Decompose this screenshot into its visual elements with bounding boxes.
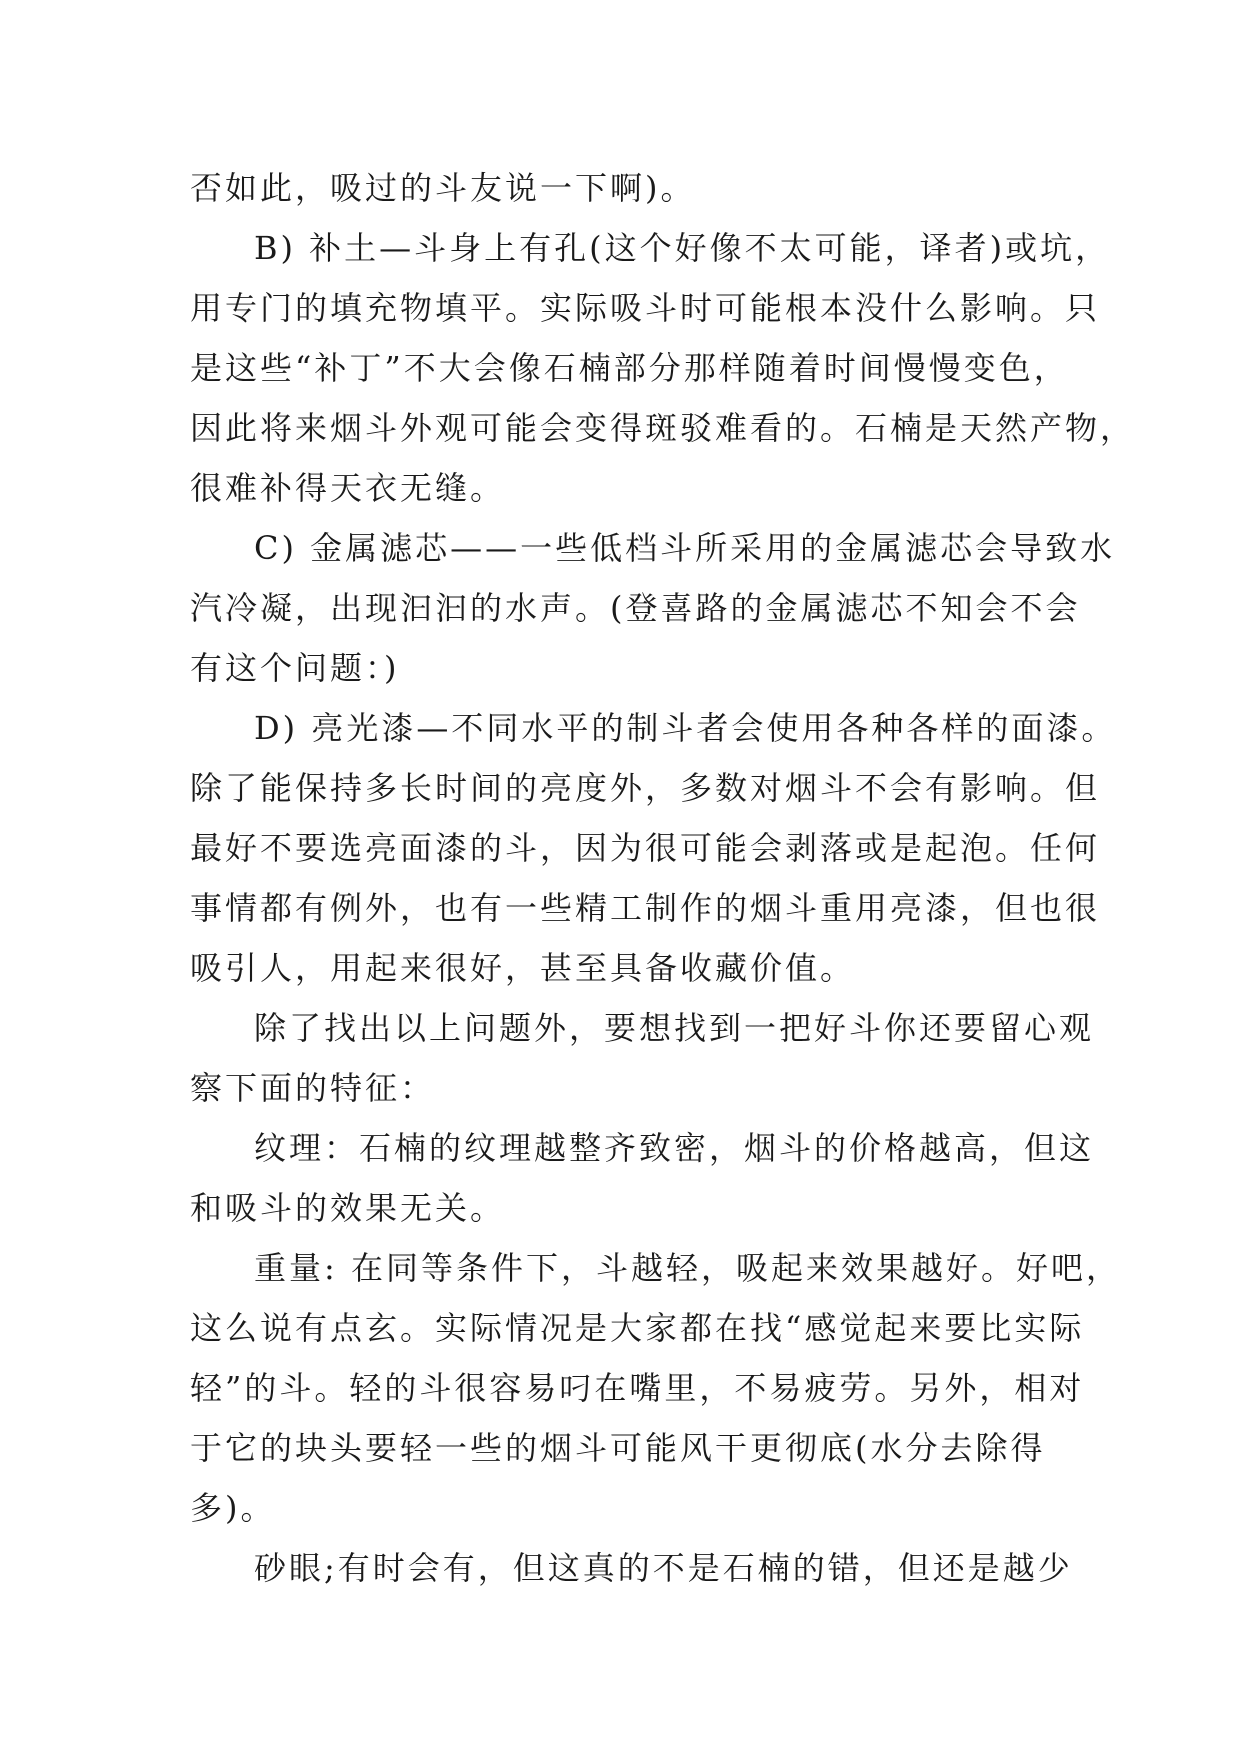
text-line: 和吸斗的效果无关。 [190, 1189, 506, 1227]
text-line: 汽冷凝，出现汩汩的水声。(登喜路的金属滤芯不知会不会 [190, 589, 1081, 627]
text-line: 用专门的填充物填平。实际吸斗时可能根本没什么影响。只 [190, 289, 1101, 327]
text-line: 有这个问题：) [190, 649, 400, 687]
text-line: 这么说有点玄。实际情况是大家都在找“感觉起来要比实际 [190, 1309, 1085, 1347]
text-line: 很难补得天衣无缝。 [190, 469, 506, 507]
body-text [190, 158, 1136, 1598]
text-line: D) 亮光漆—不同水平的制斗者会使用各种各样的面漆。 [254, 709, 1117, 747]
text-line: 最好不要选亮面漆的斗，因为很可能会剥落或是起泡。任何 [190, 829, 1101, 867]
text-line: 于它的块头要轻一些的烟斗可能风干更彻底(水分去除得 [190, 1429, 1046, 1467]
text-line: 否如此，吸过的斗友说一下啊)。 [190, 169, 696, 207]
text-line: 察下面的特征： [190, 1069, 436, 1107]
text-line: B) 补土—斗身上有孔(这个好像不太可能，译者)或坑， [254, 229, 1111, 267]
text-line: 因此将来烟斗外观可能会变得斑驳难看的。石楠是天然产物， [190, 409, 1136, 447]
text-line: 吸引人，用起来很好，甚至具备收藏价值。 [190, 949, 856, 987]
text-line: 砂眼;有时会有，但这真的不是石楠的错，但还是越少 [254, 1549, 1073, 1587]
text-line: 重量: 在同等条件下，斗越轻，吸起来效果越好。好吧， [254, 1249, 1121, 1287]
text-line: 轻”的斗。轻的斗很容易叼在嘴里，不易疲劳。另外，相对 [190, 1369, 1085, 1407]
text-line: 事情都有例外，也有一些精工制作的烟斗重用亮漆，但也很 [190, 889, 1101, 927]
text-line: C) 金属滤芯——一些低档斗所采用的金属滤芯会导致水 [254, 529, 1116, 567]
text-line: 除了找出以上问题外，要想找到一把好斗你还要留心观 [254, 1009, 1095, 1047]
text-line: 是这些“补丁”不大会像石楠部分那样随着时间慢慢变色， [190, 349, 1069, 387]
text-line: 多)。 [190, 1489, 276, 1527]
text-line: 纹理：石楠的纹理越整齐致密，烟斗的价格越高，但这 [254, 1129, 1095, 1167]
text-line: 除了能保持多长时间的亮度外，多数对烟斗不会有影响。但 [190, 769, 1101, 807]
